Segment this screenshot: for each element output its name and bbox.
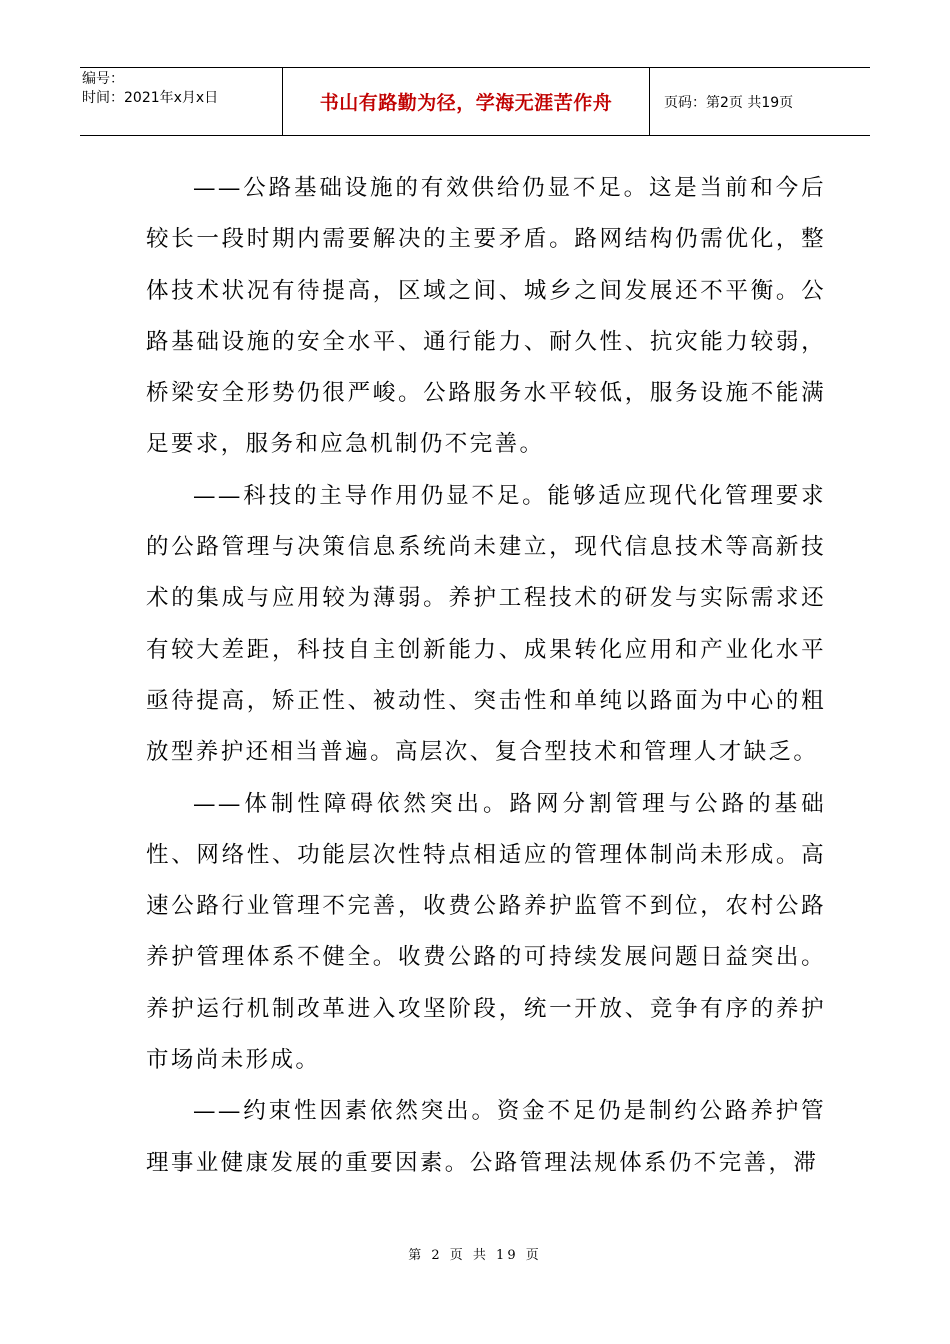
document-body (146, 163, 826, 1189)
page-footer: 第 2 页 共 19 页 (408, 1248, 542, 1263)
paragraph-technology: ——科技的主导作用仍显不足。能够适应现代化管理要求的公路管理与决策信息系统尚未建立，现代信息技术等高新技术的集成与应用较为薄弱。养护工程技术的研发与实际需求还有较大差距，科技自主创新能力、成果转化应用和产业化水平亟待提高，矫正性、被动性、突击性和单纯以路面为中心的粗放型养护还相当普遍。高层次、复合型技术和管理人才缺乏。 (146, 482, 826, 766)
header-meta-cell (80, 68, 283, 135)
header-page-info: 页码：第2页 共19页 (664, 94, 794, 111)
paragraph-infrastructure: ——公路基础设施的有效供给仍显不足。这是当前和今后较长一段时期内需要解决的主要矛盾。路网结构仍需优化，整体技术状况有待提高，区域之间、城乡之间发展还不平衡。公路基础设施的安全水平、通行能力、耐久性、抗灾能力较弱，桥梁安全形势仍很严峻。公路服务水平较低，服务设施不能满足要求，服务和应急机制仍不完善。 (146, 175, 826, 458)
page-header (80, 67, 870, 136)
header-motto: 书山有路勤为径，学海无涯苦作舟 (283, 68, 650, 135)
document-number-label: 编号： (82, 71, 124, 87)
paragraph-constraints: ——约束性因素依然突出。资金不足仍是制约公路养护管理事业健康发展的重要因素。公路管理法规体系仍不完善，滞 (146, 1098, 826, 1176)
document-time-label: 时间：2021年x月x日 (82, 90, 219, 106)
paragraph-institutional: ——体制性障碍依然突出。路网分割管理与公路的基础性、网络性、功能层次性特点相适应的管理体制尚未形成。高速公路行业管理不完善，收费公路养护监管不到位，农村公路养护管理体系不健全。收费公路的可持续发展问题日益突出。养护运行机制改革进入攻坚阶段，统一开放、竞争有序的养护市场尚未形成。 (146, 790, 826, 1074)
